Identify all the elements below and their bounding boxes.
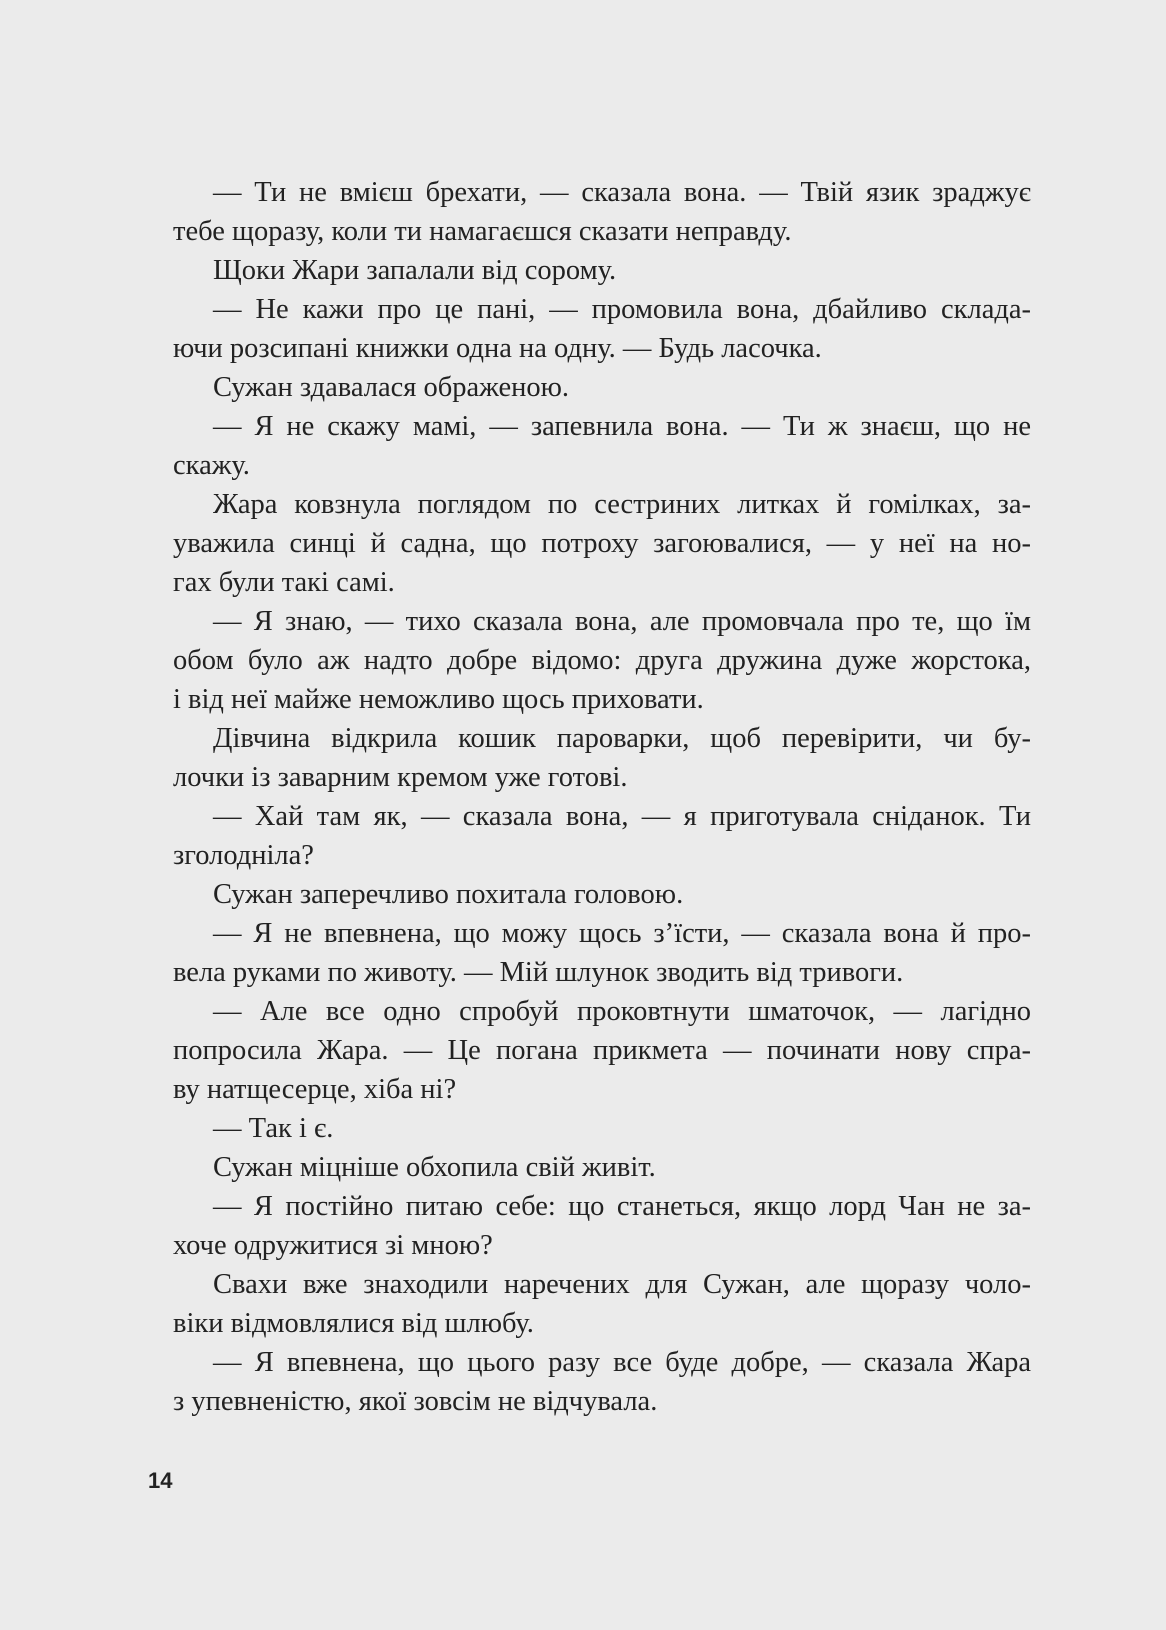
text-line: лочки із заварним кремом уже готові. <box>173 762 628 793</box>
text-line: — Я постійно питаю себе: що станеться, якщо лорд Чан не за- <box>213 1191 1031 1222</box>
text-line: — Але все одно спробуй проковтнути шматочок, — лагідно <box>213 996 1031 1027</box>
text-line: гах були такі самі. <box>173 567 395 598</box>
text-line: і від неї майже неможливо щось приховати. <box>173 684 704 715</box>
text-line: ву натщесерце, хіба ні? <box>173 1074 457 1105</box>
body-text <box>173 173 1031 1421</box>
text-line: — Я не скажу мамі, — запевнила вона. — Ти ж знаєш, що не <box>213 411 1031 442</box>
text-line: вела руками по животу. — Мій шлунок зводить від тривоги. <box>173 957 904 988</box>
text-line: зголодніла? <box>173 840 314 871</box>
text-line: ючи розсипані книжки одна на одну. — Будь ласочка. <box>173 333 822 364</box>
text-line: Сужан міцніше обхопила свій живіт. <box>213 1152 656 1183</box>
text-line: — Я впевнена, що цього разу все буде добре, — сказала Жара <box>213 1347 1031 1378</box>
text-line: скажу. <box>173 450 250 481</box>
text-line: уважила синці й садна, що потроху загоювалися, — у неї на но- <box>173 528 1031 559</box>
text-line: попросила Жара. — Це погана прикмета — починати нову спра- <box>173 1035 1031 1066</box>
text-line: Жара ковзнула поглядом по сестриних литках й гомілках, за- <box>213 489 1031 520</box>
text-line: — Я не впевнена, що можу щось з’їсти, — сказала вона й про- <box>213 918 1031 949</box>
text-line: Свахи вже знаходили наречених для Сужан, але щоразу чоло- <box>213 1269 1031 1300</box>
text-line: — Не кажи про це пані, — промовила вона, дбайливо склада- <box>213 294 1031 325</box>
text-line: Щоки Жари запалали від сорому. <box>213 255 617 286</box>
text-line: — Я знаю, — тихо сказала вона, але промовчала про те, що їм <box>213 606 1031 637</box>
text-line: — Так і є. <box>213 1113 334 1144</box>
text-line: Сужан заперечливо похитала головою. <box>213 879 684 910</box>
text-line: з упевненістю, якої зовсім не відчувала. <box>173 1386 658 1417</box>
text-line: Дівчина відкрила кошик пароварки, щоб перевірити, чи бу- <box>213 723 1031 754</box>
text-line: обом було аж надто добре відомо: друга дружина дуже жорстока, <box>173 645 1031 676</box>
text-line: віки відмовлялися від шлюбу. <box>173 1308 534 1339</box>
text-line: Сужан здавалася ображеною. <box>213 372 570 403</box>
page-number: 14 <box>148 1468 173 1493</box>
text-line: тебе щоразу, коли ти намагаєшся сказати неправду. <box>173 216 792 247</box>
text-line: — Хай там як, — сказала вона, — я приготувала сніданок. Ти <box>213 801 1031 832</box>
text-line: — Ти не вмієш брехати, — сказала вона. — Твій язик зраджує <box>213 177 1031 208</box>
text-line: хоче одружитися зі мною? <box>173 1230 493 1261</box>
